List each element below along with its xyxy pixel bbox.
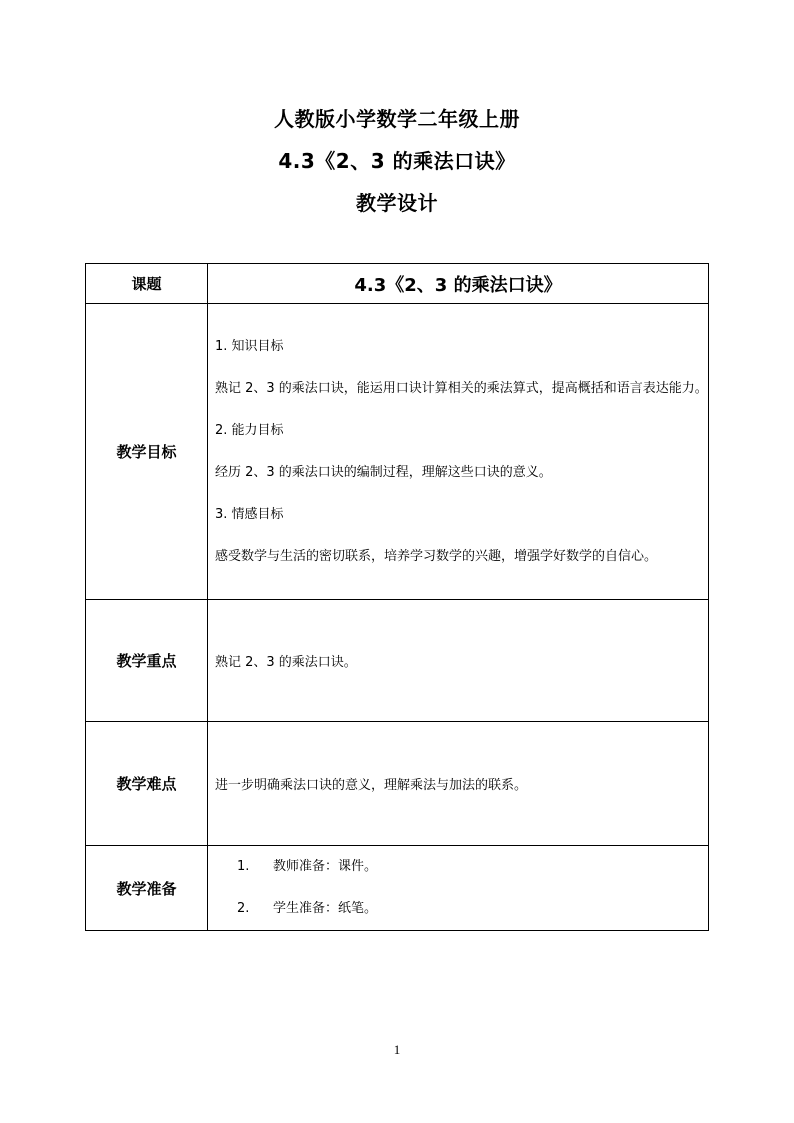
list-item [215,846,708,888]
document-title: 人教版小学数学二年级上册 [274,107,520,131]
goal-heading-knowledge: 1. 知识目标 [215,339,284,354]
goal-heading-emotion: 3. 情感目标 [215,507,284,522]
key-points-text: 熟记 2、3 的乘法口诀。 [208,600,709,722]
list-text: 学生准备：纸笔。 [273,901,378,916]
list-item [215,888,708,930]
title-value: 4.3《2、3 的乘法口诀》 [208,264,709,304]
table-row-preparation [86,846,709,931]
goal-text-knowledge: 熟记 2、3 的乘法口诀，能运用口诀计算相关的乘法算式，提高概括和语言表达能力。 [215,381,708,396]
goals-label: 教学目标 [86,304,208,600]
goal-heading-ability: 2. 能力目标 [215,423,284,438]
goal-text-emotion: 感受数学与生活的密切联系，培养学习数学的兴趣，增强学好数学的自信心。 [215,549,658,564]
list-text: 教师准备：课件。 [273,859,378,874]
lesson-title: 4.3《2、3 的乘法口诀》 [278,149,516,173]
preparation-label: 教学准备 [86,846,208,931]
list-number: 2. [237,901,250,916]
goal-text-ability: 经历 2、3 的乘法口诀的编制过程，理解这些口诀的意义。 [215,465,552,480]
page-number: 1 [393,1042,401,1057]
table-row-title [86,264,709,304]
table-row-key-points [86,600,709,722]
key-points-label: 教学重点 [86,600,208,722]
list-number: 1. [237,859,250,874]
difficulties-text: 进一步明确乘法口诀的意义，理解乘法与加法的联系。 [208,722,709,846]
preparation-content [208,846,709,931]
difficulties-label: 教学难点 [86,722,208,846]
lesson-plan-table [85,263,709,931]
document-subtitle: 教学设计 [356,191,438,215]
goals-content [208,304,709,600]
table-row-difficulties [86,722,709,846]
table-row-goals [86,304,709,600]
title-label: 课题 [86,264,208,304]
